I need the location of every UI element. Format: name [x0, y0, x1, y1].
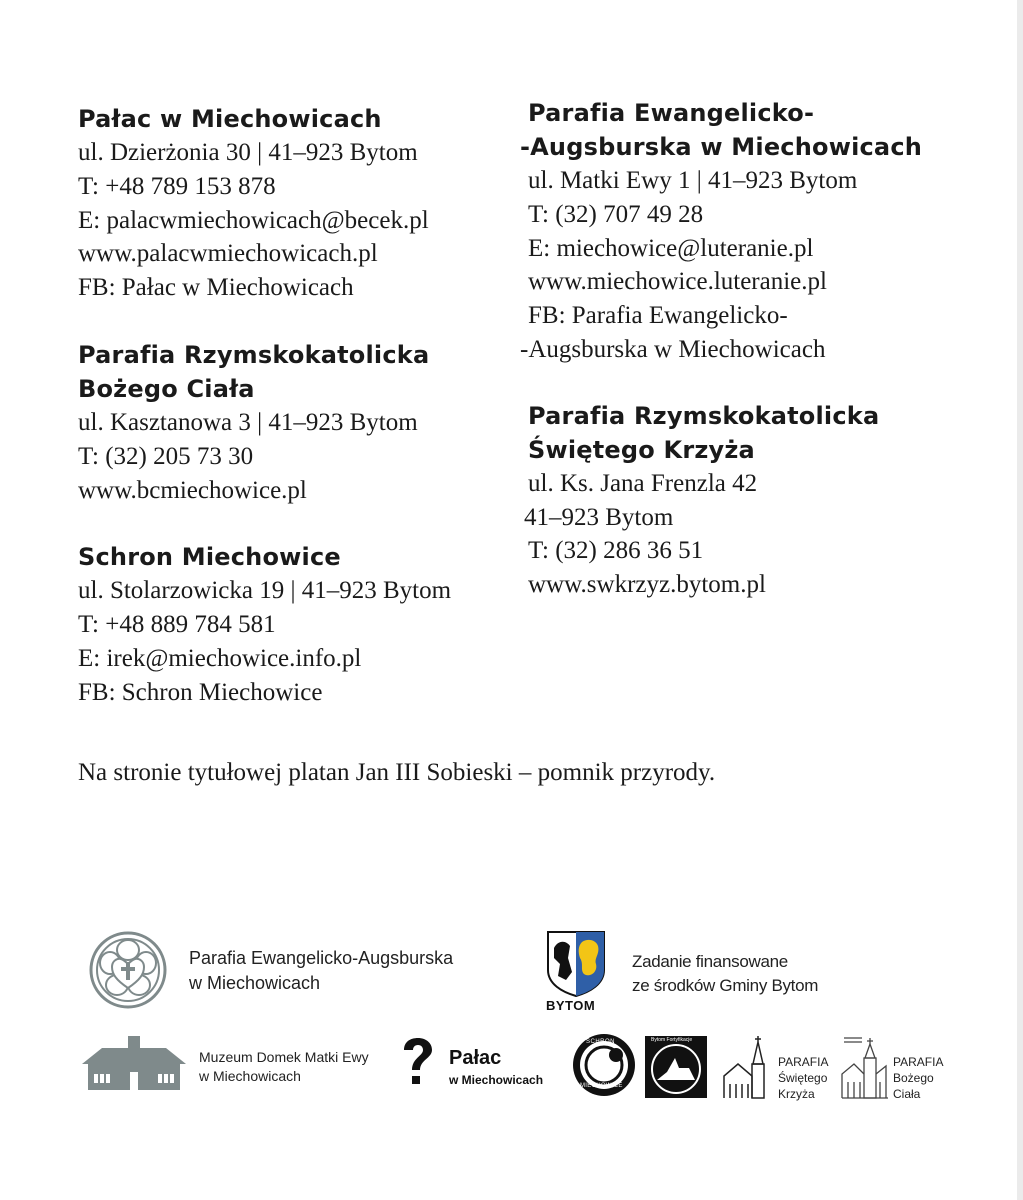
contact-city: 41–923 Bytom [524, 503, 674, 531]
contact-email: E: palacwmiechowicach@becek.pl [78, 206, 429, 234]
contact-title: Schron Miechowice [78, 543, 341, 572]
logo-text-line: w Miechowicach [189, 973, 321, 993]
logo-text-line: PARAFIA [778, 1055, 829, 1069]
contact-address: ul. Ks. Jana Frenzla 42 [528, 469, 758, 497]
contacts-left-column [78, 102, 508, 710]
contacts-right-column [520, 96, 990, 602]
logo-text-line: Ciała [893, 1087, 921, 1101]
contact-phone: T: +48 789 153 878 [78, 172, 276, 200]
contact-address: ul. Stolarzowicka 19 | 41–923 Bytom [78, 577, 452, 605]
contact-title: -Augsburska w Miechowicach [520, 133, 923, 161]
logo-text-line: Krzyża [778, 1087, 815, 1101]
contact-title: Parafia Rzymskokatolicka [528, 401, 880, 430]
bytom-coat-of-arms-icon [544, 928, 608, 1018]
bytom-label: BYTOM [546, 998, 596, 1013]
muzeum-text [199, 1048, 369, 1086]
palac-logo-title: Pałac [449, 1047, 502, 1069]
contact-phone: T: +48 889 784 581 [78, 611, 276, 639]
contact-website: www.miechowice.luteranie.pl [528, 268, 827, 296]
contact-swietego-krzyza [520, 399, 990, 602]
contact-phone: T: (32) 205 73 30 [78, 442, 254, 470]
luther-rose-icon [88, 930, 168, 1010]
schron-top-label: SCHRON [586, 1039, 616, 1045]
contact-facebook: FB: Schron Miechowice [78, 678, 323, 706]
contact-title: Bożego Ciała [78, 374, 255, 403]
fortyfikacje-label: Bytom Fortyfikacje [651, 1037, 693, 1043]
palac-question-mark-icon [398, 1036, 438, 1088]
logo-text-line: PARAFIA [893, 1055, 944, 1069]
contact-phone: T: (32) 707 49 28 [528, 200, 704, 228]
parafia-ewang-logo-text [189, 946, 453, 996]
contact-website: www.palacwmiechowicach.pl [78, 240, 378, 268]
logo-text-line: Świętego [778, 1071, 828, 1085]
contact-website: www.swkrzyz.bytom.pl [528, 571, 766, 599]
palac-logo-subtitle: w Miechowicach [449, 1073, 544, 1087]
contact-facebook-cont: -Augsburska w Miechowicach [520, 335, 826, 363]
krzyz-church-icon [720, 1034, 770, 1100]
title-page-note: Na stronie tytułowej platan Jan III Sobieski – pomnik przyrody. [78, 759, 716, 786]
contact-phone: T: (32) 286 36 51 [528, 537, 704, 565]
page-edge [1017, 0, 1023, 1200]
logo-text-line: Zadanie finansowane [632, 952, 788, 971]
ciala-church-icon [840, 1034, 890, 1100]
muzeum-house-icon [80, 1034, 188, 1092]
contact-address: ul. Kasztanowa 3 | 41–923 Bytom [78, 408, 418, 436]
contact-email: E: irek@miechowice.info.pl [78, 644, 362, 672]
contact-facebook: FB: Parafia Ewangelicko- [528, 302, 788, 330]
contact-title: Parafia Ewangelicko- [528, 99, 815, 127]
contact-schron [78, 540, 508, 709]
ciala-text [893, 1054, 943, 1102]
contact-ewangelicka [520, 96, 990, 367]
contact-address: ul. Dzierżonia 30 | 41–923 Bytom [78, 139, 418, 166]
krzyz-text [778, 1054, 828, 1102]
logo-text-line: Bożego [893, 1071, 934, 1085]
schron-bottom-label: MIECHOWICE [580, 1083, 623, 1089]
logo-text-line: w Miechowicach [199, 1068, 301, 1084]
contact-website: www.bcmiechowice.pl [78, 476, 307, 504]
contact-title: Świętego Krzyża [528, 435, 755, 464]
contact-bozego-ciala [78, 338, 508, 507]
zadanie-text [632, 950, 818, 998]
contact-address: ul. Matki Ewy 1 | 41–923 Bytom [528, 167, 858, 194]
logo-text-line: ze środków Gminy Bytom [632, 976, 819, 995]
logo-text-line: Parafia Ewangelicko-Augsburska [189, 948, 454, 968]
contact-facebook: FB: Pałac w Miechowicach [78, 274, 354, 302]
contact-email: E: miechowice@luteranie.pl [528, 234, 814, 262]
contact-palac [78, 102, 508, 305]
fortyfikacje-logo-icon [645, 1036, 707, 1098]
schron-logo-icon [572, 1033, 636, 1097]
contact-title: Parafia Rzymskokatolicka [78, 340, 430, 369]
contact-title: Pałac w Miechowicach [78, 105, 382, 133]
logo-text-line: Muzeum Domek Matki Ewy [199, 1049, 369, 1065]
